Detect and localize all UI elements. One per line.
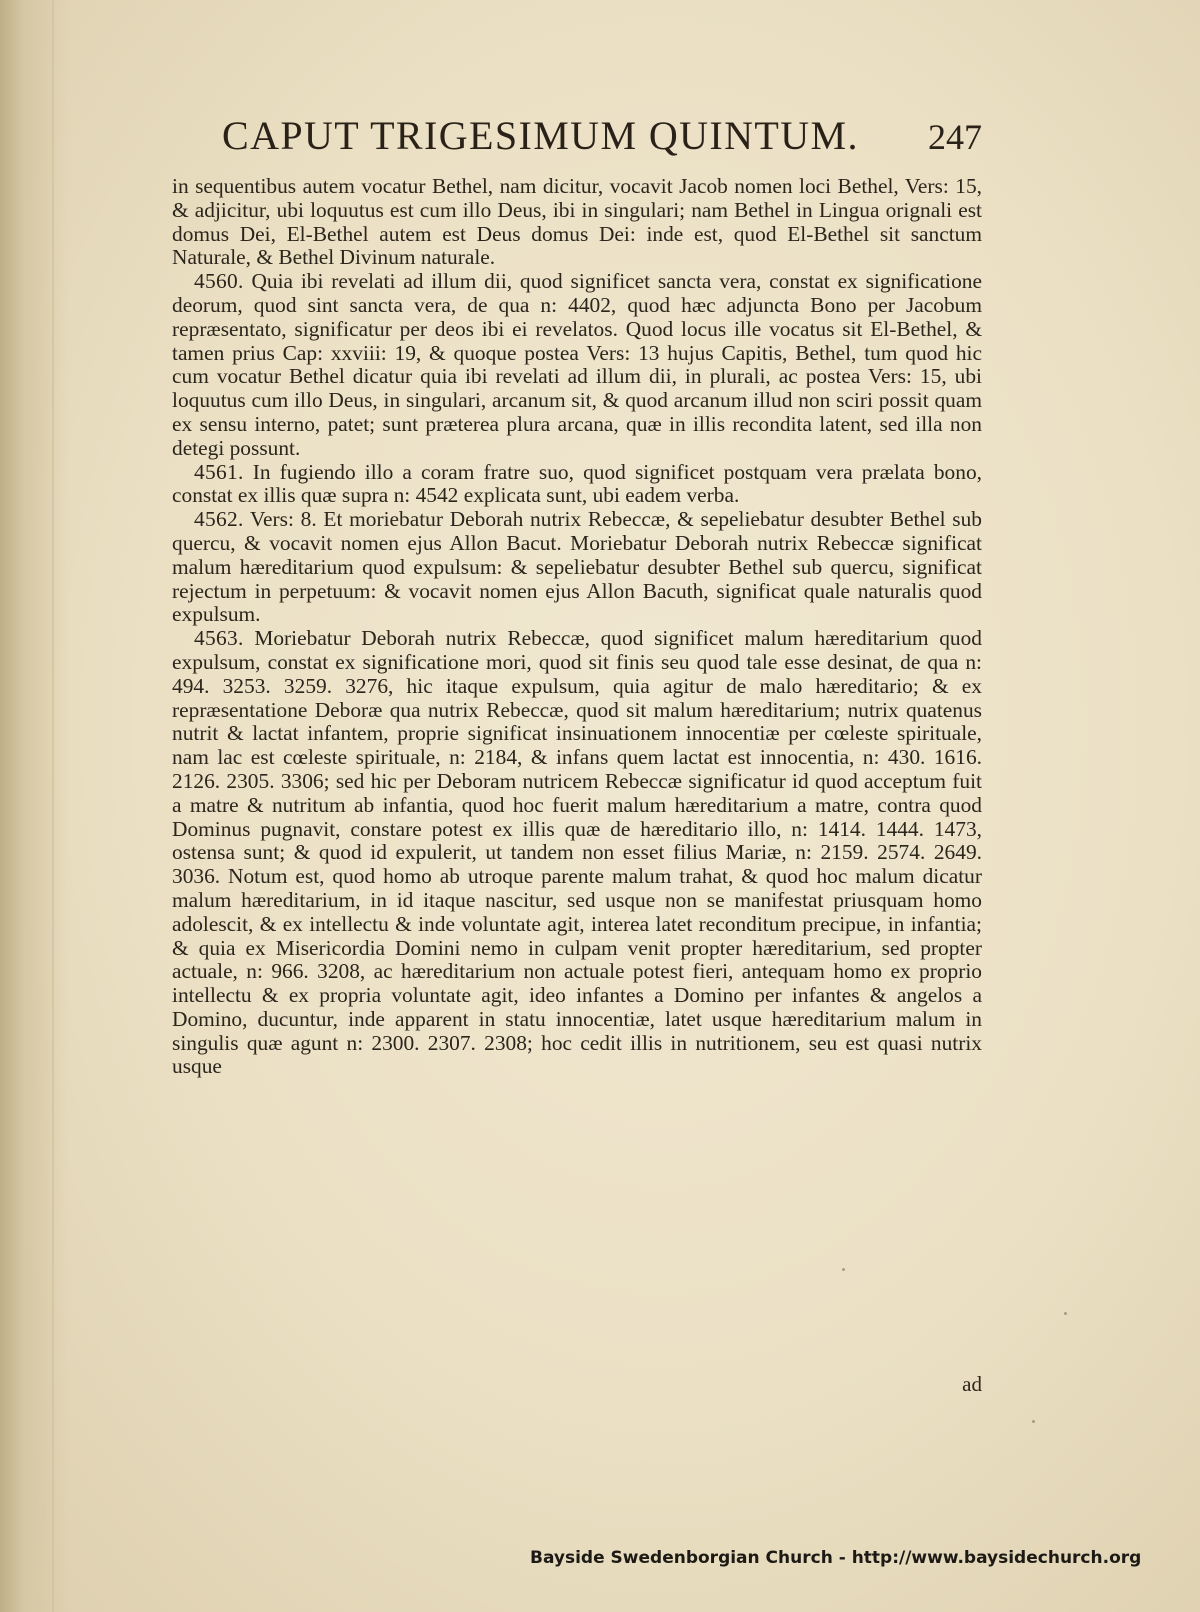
paragraph-text: Vers: 8. Et moriebatur Deborah nutrix Rebeccæ, & sepeliebatur desubter Bethel sub quercu, & vocavit nomen ejus Allon Bacut. Moriebatur Deborah nutrix Rebeccæ significat malum hæreditarium quod expulsum: & sepeliebatur desubter Bethel sub quercu, significat rejectum in perpetuum: & vocavit nomen ejus Allon Bacuth, significat quale naturalis quod expulsum. (172, 507, 982, 627)
paper-speck (1064, 1312, 1067, 1315)
paragraph-4561 (172, 461, 982, 509)
binding-edge (52, 0, 54, 1612)
paragraph-number: 4562. (194, 507, 244, 532)
paragraph-4560 (172, 270, 982, 460)
paragraph-continuation (172, 175, 982, 270)
paragraph-text: in sequentibus autem vocatur Bethel, nam dicitur, vocavit Jacob nomen loci Bethel, Vers: 15, & adjicitur, ubi loquutus est cum illo Deus, ibi in singulari; nam Bethel in Lingua orignali est domus Dei, El-Bethel autem est Deus domus Dei: inde est, quod El-Bethel sit sanctum Naturale, & Bethel Divinum naturale. (172, 174, 982, 270)
chapter-title: CAPUT TRIGESIMUM QUINTUM. (222, 113, 859, 158)
paragraph-4562 (172, 508, 982, 627)
page-number: 247 (928, 117, 982, 157)
paper-speck (842, 1268, 845, 1271)
source-footer: Bayside Swedenborgian Church - http://www.baysidechurch.org (530, 1548, 1142, 1568)
paragraph-text: In fugiendo illo a coram fratre suo, quod significet postquam vera prælata bono, constat ex illis quæ supra n: 4542 explicata sunt, ubi eadem verba. (172, 459, 982, 508)
running-header (222, 112, 982, 164)
paragraph-text: Moriebatur Deborah nutrix Rebeccæ, quod significet malum hæreditarium quod expulsum, constat ex significatione mori, quod sit finis seu quod tale esse desinat, de qua n: 494. 3253. 3259. 3276, hic itaque expulsum, quia agitur de malo hæreditario; & ex repræsentatione Deboræ qua nutrix Rebeccæ, quod sit malum hæreditarium; nutrix quatenus nutrit & lactat infantem, proprie significat insinuationem innocentiæ per cœleste spirituale, nam lac est cœleste spirituale, n: 2184, & infans quem lactat est innocentia, n: 430. 1616. 2126. 2305. 3306; sed hic per Deboram nutricem Rebeccæ significatur id quod acceptum fuit a matre & nutritum ab infantia, quod hoc fuerit malum hæreditarium a matre, contra quod Dominus pugnavit, constare potest ex illis quæ de hæreditario illo, n: 1414. 1444. 1473, ostensa sunt; & quod id expulerit, ut tandem non esset filius Mariæ, n: 2159. 2574. 2649. 3036. Notum est, quod homo ab utroque parente malum trahat, & quod hoc malum dicatur malum hæreditarium, in id itaque nascitur, sed usque non se manifestat priusquam homo adolescit, & ex intellectu & inde voluntate agit, interea latet reconditum precipue, in infantia; & quia ex Misericordia Domini nemo in culpam venit propter hæreditarium, sed propter actuale, n: 966. 3208, ac hæreditarium non actuale potest fieri, antequam homo ex proprio intellectu & ex propria voluntate agit, ideo infantes a Domino per infantes & angelos a Domino, ducuntur, inde apparent in statu innocentiæ, latet usque hæreditarium malum in singulis quæ agunt n: 2300. 2307. 2308; hoc cedit illis in nutritionem, seu est quasi nutrix usque (172, 626, 982, 1079)
main-text (172, 175, 982, 1079)
paragraph-text: Quia ibi revelati ad illum dii, quod significet sancta vera, constat ex significatione deorum, quod sint sancta vera, de qua n: 4402, quod hæc adjuncta Bono per Jacobum repræsentato, significatur per deos ibi ei revelatos. Quod locus ille vocatus sit El-Bethel, & tamen prius Cap: xxviii: 19, & quoque postea Vers: 13 hujus Capitis, Bethel, tum quod hic cum vocatur Bethel dicatur quia ibi revelati ad illum dii, in plurali, ac postea Vers: 15, ubi loquutus cum illo Deus, in singulari, arcanum sit, & quod arcanum illud non sciri possit quam ex sensu interno, patet; sunt præterea plura arcana, quæ in illis recondita latent, sed illa non detegi possunt. (172, 269, 982, 460)
binding-shadow (0, 0, 70, 1612)
paragraph-number: 4563. (194, 626, 244, 651)
paragraph-number: 4561. (194, 459, 244, 484)
paragraph-4563 (172, 627, 982, 1079)
paper-speck (1032, 1420, 1035, 1423)
catchword: ad (962, 1372, 982, 1396)
paragraph-number: 4560. (194, 269, 244, 294)
